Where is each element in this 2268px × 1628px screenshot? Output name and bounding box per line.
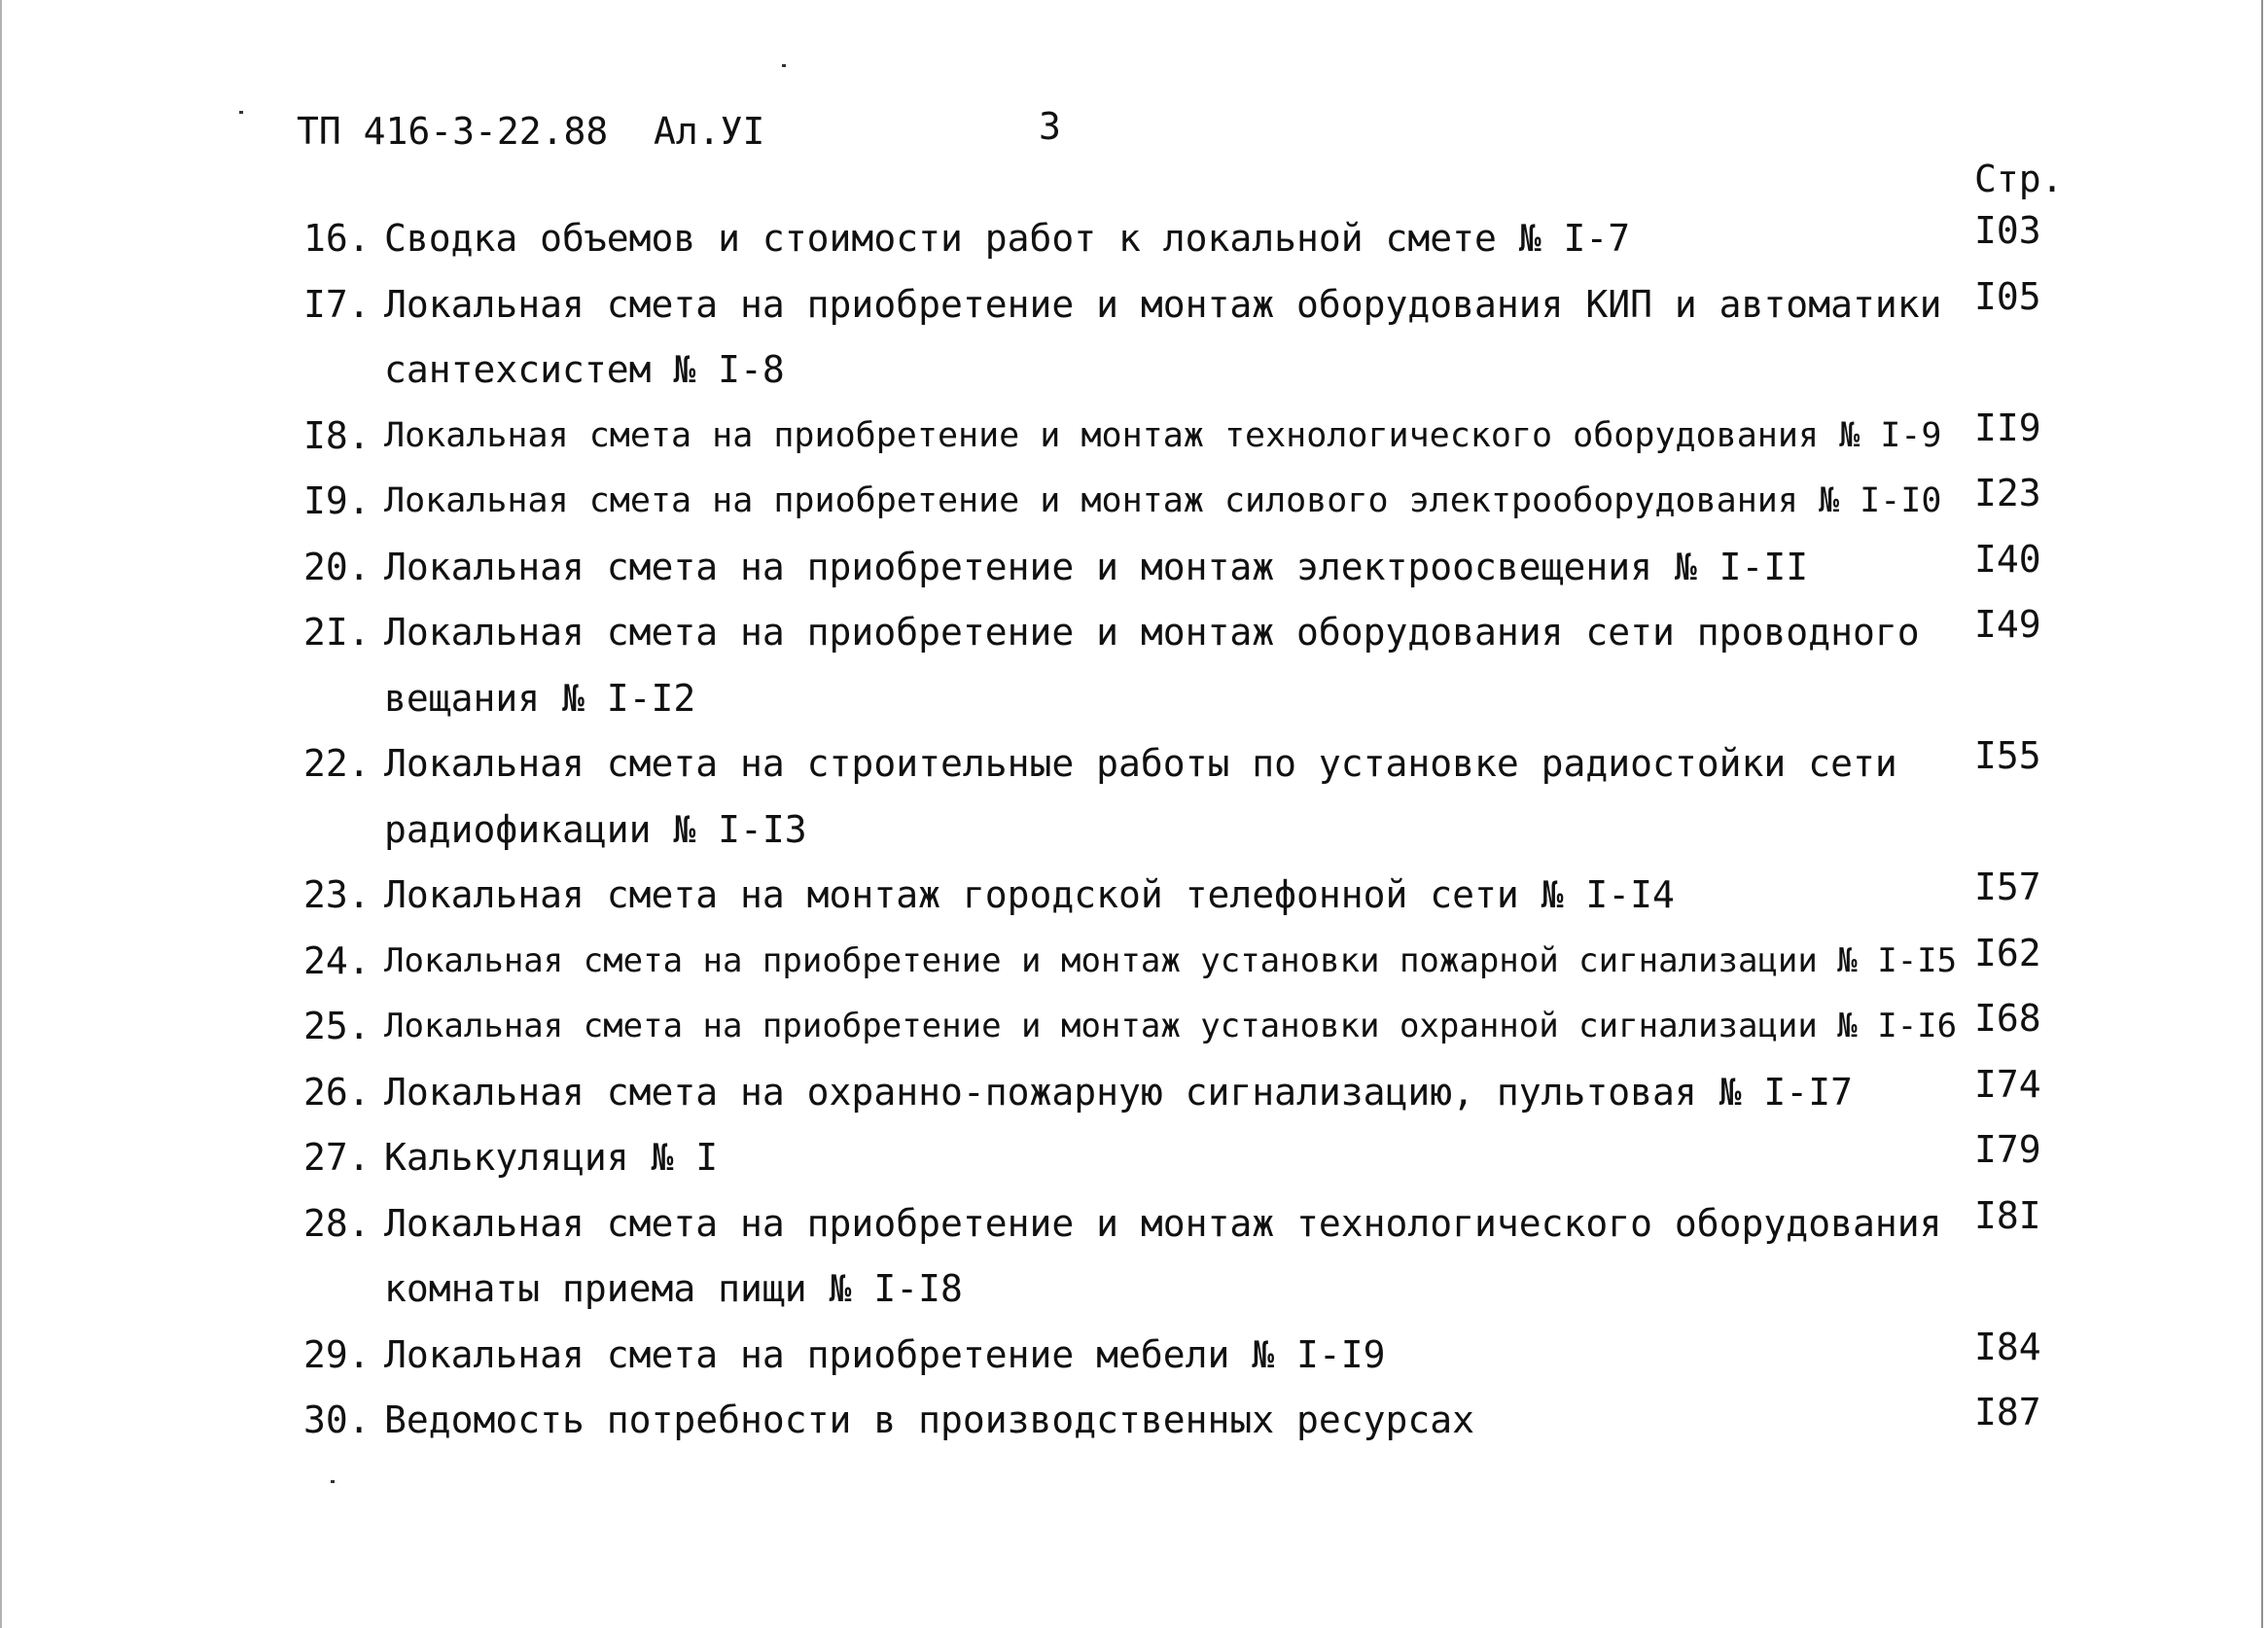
scan-edge-left	[0, 0, 2, 1628]
entry-page-number: I03	[1974, 209, 2041, 252]
toc-entry	[0, 535, 2268, 601]
entry-title: Локальная смета на монтаж городской телефонной сети № I-I4	[384, 873, 1675, 916]
toc-entry	[0, 206, 2268, 272]
toc-entry	[0, 1323, 2268, 1389]
entry-page-number: I8I	[1974, 1193, 2041, 1237]
toc-entry	[0, 929, 2268, 995]
entry-number: 26.	[303, 1070, 371, 1114]
scan-speck	[331, 1480, 335, 1483]
page-column-label: Стр.	[1974, 158, 2064, 200]
entry-title: Сводка объемов и стоимости работ к локальной смете № I-7	[384, 217, 1631, 260]
entry-page-number: I23	[1974, 472, 2041, 514]
entry-number: 2I.	[303, 611, 371, 654]
entry-page-number: I79	[1974, 1128, 2041, 1171]
scan-edge-right	[2261, 0, 2263, 1628]
entry-page-number: I87	[1974, 1391, 2041, 1433]
toc-entry	[0, 272, 2268, 404]
entry-number: 25.	[303, 1005, 371, 1047]
entry-number: I9.	[303, 479, 371, 522]
entry-number: 24.	[303, 938, 371, 982]
entry-page-number: I57	[1974, 866, 2041, 908]
entry-number: I7.	[303, 282, 371, 326]
toc-entry	[0, 1060, 2268, 1126]
entry-title: Локальная смета на приобретение и монтаж установки охранной сигнализации № I-I6	[384, 1007, 1958, 1045]
toc-entry	[0, 731, 2268, 863]
entry-title-continuation: радиофикации № I-I3	[384, 807, 807, 851]
entry-title: Локальная смета на приобретение и монтаж электроосвещения № I-II	[384, 545, 1809, 588]
entry-title-continuation: вещания № I-I2	[384, 676, 696, 720]
toc-entry	[0, 404, 2268, 470]
entry-number: 29.	[303, 1332, 371, 1376]
page-number: 3	[1039, 105, 1061, 148]
toc-entry	[0, 1125, 2268, 1191]
entry-title: Ведомость потребности в производственных ресурсах	[384, 1398, 1475, 1441]
entry-number: 30.	[303, 1398, 371, 1441]
entry-page-number: II9	[1974, 406, 2041, 449]
entry-title: Локальная смета на приобретение и монтаж технологического оборудования № I-9	[384, 415, 1942, 455]
toc-entry	[0, 863, 2268, 929]
document-code: ТП 416-3-22.88	[297, 110, 609, 153]
entry-title-continuation: комнаты приема пищи № I-I8	[384, 1267, 963, 1310]
entry-page-number: I55	[1974, 734, 2041, 777]
entry-title: Локальная смета на приобретение и монтаж установки пожарной сигнализации № I-I5	[384, 940, 1958, 980]
toc-entry	[0, 600, 2268, 731]
entry-number: 22.	[303, 742, 371, 785]
toc-entry	[0, 469, 2268, 535]
entry-page-number: I62	[1974, 931, 2041, 974]
entry-page-number: I74	[1974, 1062, 2041, 1106]
scan-speck	[239, 111, 243, 114]
entry-page-number: I40	[1974, 537, 2041, 581]
entry-title: Локальная смета на приобретение мебели № I-I9	[384, 1332, 1386, 1376]
toc-entry	[0, 994, 2268, 1060]
entry-page-number: I05	[1974, 274, 2041, 318]
entry-title: Локальная смета на приобретение и монтаж оборудования КИП и автоматики	[384, 282, 1942, 326]
album-number: Ал.УI	[654, 110, 765, 153]
entry-title: Локальная смета на строительные работы по установке радиостойки сети	[384, 742, 1897, 785]
entry-title: Локальная смета на приобретение и монтаж силового электрооборудования № I-I0	[384, 481, 1942, 520]
entry-title-continuation: сантехсистем № I-8	[384, 348, 785, 391]
entry-number: I8.	[303, 413, 371, 457]
entry-title: Калькуляция № I	[384, 1136, 719, 1179]
entry-page-number: I84	[1974, 1325, 2041, 1368]
entry-number: 28.	[303, 1201, 371, 1245]
entry-title: Локальная смета на приобретение и монтаж технологического оборудования	[384, 1201, 1942, 1245]
entry-number: 27.	[303, 1136, 371, 1179]
toc-entry	[0, 1191, 2268, 1323]
entry-page-number: I49	[1974, 603, 2041, 646]
entry-title: Локальная смета на приобретение и монтаж оборудования сети проводного	[384, 611, 1920, 654]
entry-number: 16.	[303, 217, 371, 260]
table-of-contents	[0, 206, 2268, 1454]
entry-title: Локальная смета на охранно-пожарную сигнализацию, пультовая № I-I7	[384, 1070, 1853, 1114]
scan-speck	[782, 64, 786, 67]
toc-entry	[0, 1388, 2268, 1454]
entry-number: 23.	[303, 873, 371, 916]
entry-number: 20.	[303, 545, 371, 588]
entry-page-number: I68	[1974, 997, 2041, 1040]
